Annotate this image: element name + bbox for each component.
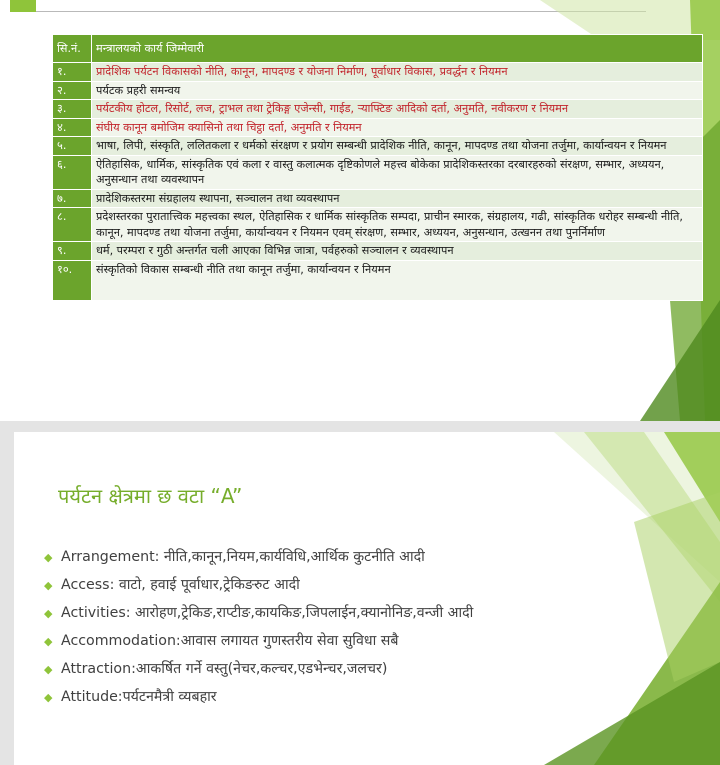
row-number: ३.: [53, 100, 92, 119]
row-number: ९.: [53, 242, 92, 261]
diamond-bullet-icon: ◆: [44, 579, 53, 592]
row-text: संस्कृतिको विकास सम्बन्धी नीति तथा कानून तर्जुमा, कार्यान्वयन र नियमन: [92, 260, 703, 300]
diamond-bullet-icon: ◆: [44, 691, 53, 704]
header-serial-number: सि.नं.: [53, 35, 92, 63]
table-row: [53, 81, 703, 100]
list-item-text: Arrangement: नीति,कानून,नियम,कार्यविधि,आर्थिक कुटनीति आदी: [61, 549, 425, 565]
list-item: [44, 576, 554, 595]
row-text: धर्म, परम्परा र गुठी अन्तर्गत चली आएका विभिन्न जात्रा, पर्वहरुको सञ्चालन र व्यवस्थापन: [92, 242, 703, 261]
row-text: प्रदेशस्तरका पुरातात्त्विक महत्त्वका स्थल, ऐतिहासिक र धार्मिक सांस्कृतिक सम्पदा, प्राचीन स्मारक, संग्रहालय, गढी, सांस्कृतिक धरोहर सम्बन्धी नीति, कानून, मापदण्ड तथा योजना तर्जुमा, कार्यान्वयन र नियमन एवम् संरक्षण, सम्भार, अध्ययन, अनुसन्धान, उत्खनन तथा पुनर्निर्माण: [92, 208, 703, 242]
table-row: [53, 260, 703, 300]
row-number: ४.: [53, 118, 92, 137]
row-text: ऐतिहासिक, धार्मिक, सांस्कृतिक एवं कला र वास्तु कलात्मक दृष्टिकोणले महत्त्व बोकेका प्रादेशिकस्तरका दरबारहरुको संरक्षण, सम्भार, अध्ययन, अनुसन्धान तथा व्यवस्थापन: [92, 155, 703, 189]
row-text: पर्यटक प्रहरी समन्वय: [92, 81, 703, 100]
list-item: [44, 548, 554, 567]
table-row: [53, 208, 703, 242]
table-row: [53, 118, 703, 137]
table-row: [53, 189, 703, 208]
list-item-text: Accommodation:आवास लगायत गुणस्तरीय सेवा सुविधा सबै: [61, 633, 399, 649]
list-item-text: Activities: आरोहण,ट्रेकिङ,राप्टीङ,कायकिङ,जिपलाईन,क्यानोनिङ,वन्जी आदी: [61, 605, 474, 621]
row-text: भाषा, लिपी, संस्कृति, ललितकला र धर्मको संरक्षण र प्रयोग सम्बन्धी प्रादेशिक नीति, कानून, मापदण्ड तथा योजना तर्जुमा, कार्यान्वयन र नियमन: [92, 137, 703, 156]
responsibility-table: [52, 34, 703, 301]
diamond-bullet-icon: ◆: [44, 551, 53, 564]
header-responsibility: मन्त्रालयको कार्य जिम्मेवारी: [92, 35, 703, 63]
row-text: संघीय कानून बमोजिम क्यासिनो तथा चिट्ठा दर्ता, अनुमति र नियमन: [92, 118, 703, 137]
table-header-row: [53, 35, 703, 63]
list-item-text: Attraction:आकर्षित गर्ने वस्तु(नेचर,कल्चर,एडभेन्चर,जलचर): [61, 661, 388, 677]
diamond-bullet-icon: ◆: [44, 607, 53, 620]
tourism-slide: [14, 432, 720, 765]
table-row: [53, 137, 703, 156]
diamond-bullet-icon: ◆: [44, 663, 53, 676]
slide-title: पर्यटन क्षेत्रमा छ वटा “A”: [58, 484, 243, 508]
table-row: [53, 155, 703, 189]
table-row: [53, 100, 703, 119]
list-item: [44, 688, 554, 707]
diamond-bullet-icon: ◆: [44, 635, 53, 648]
row-number: ५.: [53, 137, 92, 156]
list-item: [44, 660, 554, 679]
row-number: २.: [53, 81, 92, 100]
row-text: प्रादेशिक पर्यटन विकासको नीति, कानून, मापदण्ड र योजना निर्माण, पूर्वाधार विकास, प्रवर्द्धन र नियमन: [92, 63, 703, 82]
row-number: ८.: [53, 208, 92, 242]
six-a-list: [44, 548, 554, 716]
list-item-text: Access: वाटो, हवाई पूर्वाधार,ट्रेकिङरुट आदी: [61, 577, 300, 593]
row-text: प्रादेशिकस्तरमा संग्रहालय स्थापना, सञ्चालन तथा व्यवस्थापन: [92, 189, 703, 208]
list-item-text: Attitude:पर्यटनमैत्री व्यबहार: [61, 689, 217, 705]
row-text: पर्यटकीय होटल, रिसोर्ट, लज, ट्राभल तथा ट्रेकिङ्ग एजेन्सी, गाईड, र्‍याफ्टिङ आदिको दर्ता, अनुमति, नवीकरण र नियमन: [92, 100, 703, 119]
row-number: १.: [53, 63, 92, 82]
row-number: ६.: [53, 155, 92, 189]
list-item: [44, 604, 554, 623]
list-item: [44, 632, 554, 651]
row-number: ७.: [53, 189, 92, 208]
table-row: [53, 242, 703, 261]
table-row: [53, 63, 703, 82]
row-number: १०.: [53, 260, 92, 300]
